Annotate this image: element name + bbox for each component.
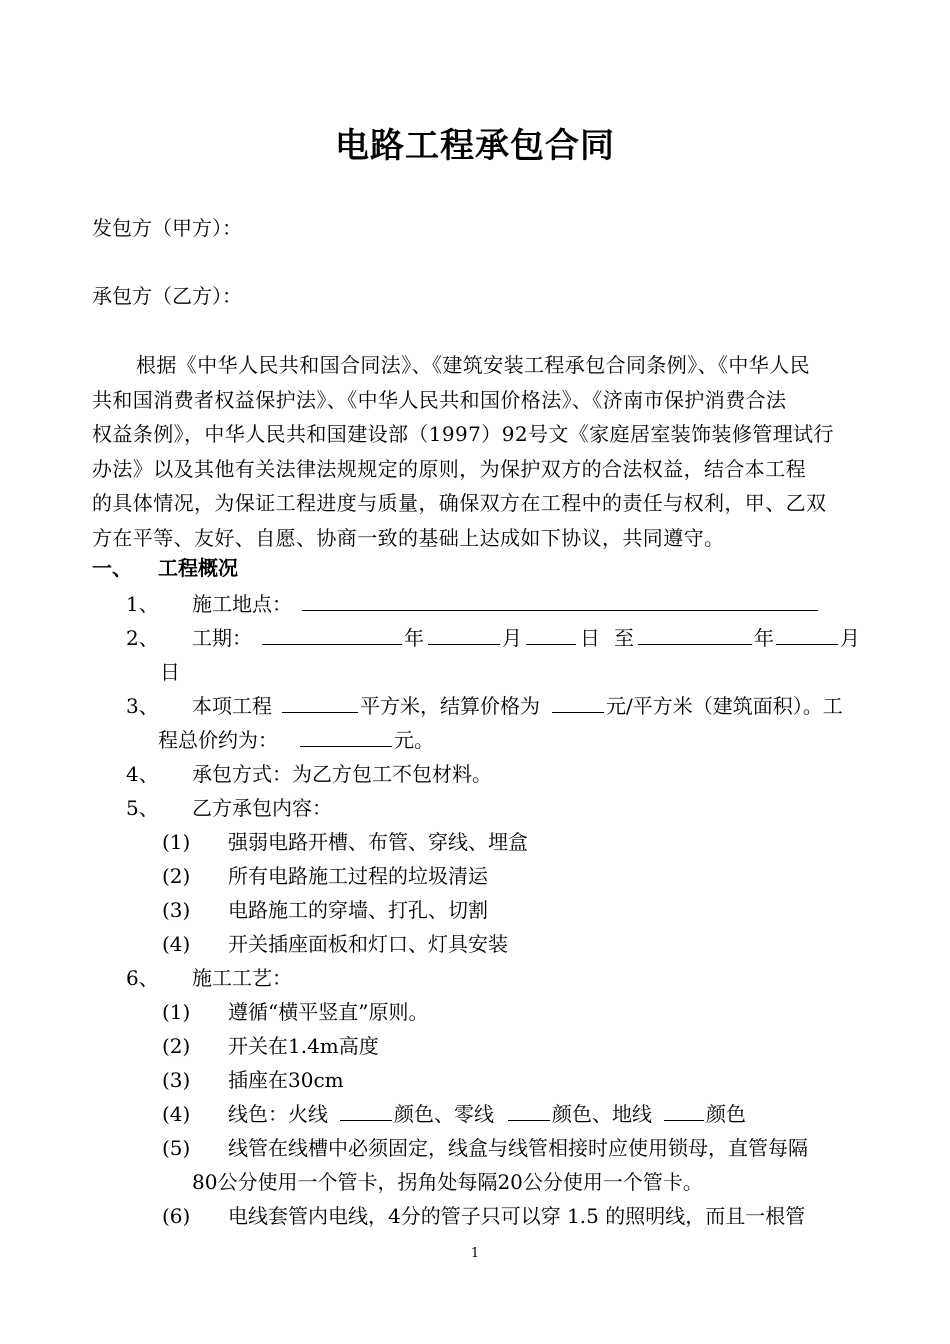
subitem-text: 线管在线槽中必须固定，线盒与线管相接时应使用锁母，直管每隔 bbox=[228, 1136, 808, 1160]
subitem-number: (3) bbox=[162, 898, 191, 922]
preamble-line: 权益条例》，中华人民共和国建设部（1997）92号文《家庭居室装饰装修管理试行 bbox=[92, 422, 834, 446]
section-number: 一、 bbox=[92, 556, 132, 580]
to-label: 至 bbox=[614, 626, 634, 650]
subitem-text: 插座在30cm bbox=[228, 1068, 344, 1092]
page-number: 1 bbox=[470, 1246, 480, 1261]
total-price-blank[interactable] bbox=[300, 746, 392, 747]
day-label: 日 bbox=[160, 660, 180, 684]
subitem-number: (1) bbox=[162, 830, 191, 854]
end-year-blank[interactable] bbox=[638, 644, 752, 645]
neutral-wire-color-blank[interactable] bbox=[508, 1120, 550, 1121]
preamble-line: 根据《中华人民共和国合同法》、《建筑安装工程承包合同条例》、《中华人民 bbox=[136, 353, 810, 377]
preamble-paragraph bbox=[92, 348, 862, 555]
subitem-number: (2) bbox=[162, 864, 191, 888]
subitem-number: (1) bbox=[162, 1000, 191, 1024]
subitem-number: (5) bbox=[162, 1136, 191, 1160]
subitem-number: (4) bbox=[162, 1102, 191, 1126]
month-label: 月 bbox=[502, 626, 522, 650]
subitem-text: 开关在1.4m高度 bbox=[228, 1034, 379, 1058]
unit-price-blank[interactable] bbox=[552, 712, 604, 713]
item-2-label: 工期： bbox=[192, 626, 252, 650]
live-wire-color-blank[interactable] bbox=[340, 1120, 392, 1121]
section-heading: 工程概况 bbox=[158, 556, 238, 580]
item-1-label: 施工地点： bbox=[192, 592, 292, 616]
subitem-number: (4) bbox=[162, 932, 191, 956]
subitem-text: 所有电路施工过程的垃圾清运 bbox=[228, 864, 488, 888]
start-day-blank[interactable] bbox=[526, 644, 576, 645]
subitem-text: 电线套管内电线，4分的管子只可以穿 1.5 的照明线，而且一根管 bbox=[228, 1204, 806, 1228]
item-number: 2、 bbox=[126, 626, 159, 650]
day-label: 日 bbox=[580, 626, 600, 650]
subitem-number: (2) bbox=[162, 1034, 191, 1058]
party-b-label: 承包方（乙方）： bbox=[92, 284, 242, 308]
subitem-text: 电路施工的穿墙、打孔、切割 bbox=[228, 898, 488, 922]
item-3-text: 元。 bbox=[394, 728, 434, 752]
ground-wire-color-blank[interactable] bbox=[664, 1120, 704, 1121]
item-3-text: 元/平方米（建筑面积）。工 bbox=[606, 694, 843, 718]
item-number: 5、 bbox=[126, 796, 159, 820]
subitem-text: 开关插座面板和灯口、灯具安装 bbox=[228, 932, 508, 956]
item-number: 4、 bbox=[126, 762, 159, 786]
address-blank-line[interactable] bbox=[302, 610, 818, 611]
preamble-line: 共和国消费者权益保护法》、《中华人民共和国价格法》、《济南市保护消费合法 bbox=[92, 387, 787, 412]
item-number: 3、 bbox=[126, 694, 159, 718]
item-number: 1、 bbox=[126, 592, 159, 616]
subitem-text: 颜色 bbox=[706, 1102, 746, 1126]
month-label: 月 bbox=[840, 626, 860, 650]
page-title: 电路工程承包合同 bbox=[335, 126, 615, 166]
subitem-text: 颜色、地线 bbox=[552, 1102, 652, 1126]
subitem-number: (6) bbox=[162, 1204, 191, 1228]
subitem-text: 线色：火线 bbox=[228, 1102, 328, 1126]
party-a-label: 发包方（甲方）： bbox=[92, 216, 242, 240]
subitem-text: 强弱电路开槽、布管、穿线、埋盒 bbox=[228, 830, 528, 854]
item-6-text: 施工工艺： bbox=[192, 966, 292, 990]
item-3-text: 本项工程 bbox=[192, 694, 272, 718]
item-number: 6、 bbox=[126, 966, 159, 990]
subitem-text: 遵循“横平竖直”原则。 bbox=[228, 1000, 429, 1024]
area-blank[interactable] bbox=[282, 712, 358, 713]
year-label: 年 bbox=[754, 626, 774, 650]
end-month-blank[interactable] bbox=[776, 644, 838, 645]
preamble-line: 方在平等、友好、自愿、协商一致的基础上达成如下协议，共同遵守。 bbox=[92, 525, 725, 550]
subitem-text: 颜色、零线 bbox=[394, 1102, 494, 1126]
subitem-number: (3) bbox=[162, 1068, 191, 1092]
start-year-blank[interactable] bbox=[262, 644, 402, 645]
item-3-text: 平方米，结算价格为 bbox=[360, 694, 540, 718]
item-5-text: 乙方承包内容： bbox=[192, 796, 332, 820]
preamble-line: 的具体情况，为保证工程进度与质量，确保双方在工程中的责任与权利，甲、乙双 bbox=[92, 491, 827, 515]
item-3-text: 程总价约为： bbox=[158, 728, 278, 752]
year-label: 年 bbox=[404, 626, 424, 650]
start-month-blank[interactable] bbox=[428, 644, 500, 645]
item-4-text: 承包方式：为乙方包工不包材料。 bbox=[192, 762, 492, 786]
preamble-line: 办法》以及其他有关法律法规规定的原则，为保护双方的合法权益，结合本工程 bbox=[92, 456, 806, 481]
subitem-text: 80公分使用一个管卡，拐角处每隔20公分使用一个管卡。 bbox=[192, 1170, 703, 1194]
